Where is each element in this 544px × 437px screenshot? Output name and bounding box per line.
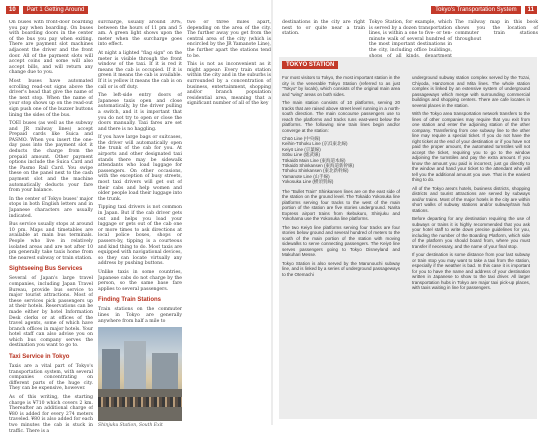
section-heading-finding-stations: Finding Train Stations	[98, 297, 161, 304]
sidebar-title: TOKYO STATION	[282, 61, 338, 69]
paragraph: For most visitors to Tokyo, the most important station in the city is the venerable Tokyo Station (referred to as just "Tokyo" by locals), which consists of the original main area and "wing" areas on both sides.	[282, 75, 400, 97]
paragraph: Most buses have automated scrolling read-out signs above the driver's head that give the name of the next stop. When the name of your stop shows up on the read-out sign push one of the buzzer buttons lining the sides of the bus.	[9, 78, 93, 118]
station-photo	[98, 327, 182, 421]
paragraph: On buses with front-door boarding you pay when boarding. On buses with boarding doors in the center of the bus you pay when exiting. There are payment slot machines adjacent the driver and the front door. All of the payment slots will accept coins and some will also accept bills, and will return any change due to you.	[9, 20, 93, 76]
paragraph: The railway map in this book shows you the location of commuter train stations throughout	[455, 20, 538, 42]
left-column-1	[9, 20, 93, 437]
paragraph: At night a lighted "flag sign" on the meter is visible through the front window of the taxi. If it is red it means the cab is occupied. If it is green it means the cab is available. If it is yellow it means the cab is on call or is off duty.	[98, 50, 182, 90]
paragraph: Taxis are a vital part of Tokyo's transportation system, with several companies concentrating on different parts of the huge city. They can be expensive, however.	[9, 364, 93, 392]
sidebar-column-1	[282, 75, 400, 280]
paragraph: Unlike taxis in some countries, Japanese cabs do not charge by the person, so the same base fare applies to several passengers.	[98, 269, 182, 292]
right-top-column-1	[282, 20, 365, 37]
list-item: Keiyō Line (京葉線)	[282, 146, 321, 152]
paragraph: With the Tokyo area transportation network transfers to the lines of other companies may require that you exit from one station and enter the adjoining station of the other company. Transferring from one subway line to the other line may require a special ticket. If you do not have the right ticket at the end of your destination or if you have not paid the proper amount, the automated turnstiles will not accept the ticket, requiring you to go to the window adjoining the turnstiles and pay the extra amount. If you know the amount you paid is incorrect, just go directly to the window and hand your ticket to the attendant who will tell you the additional amount you owe. That is the easiest thing to do.	[412, 111, 530, 182]
paragraph: If you have large bags or suitcases, the driver will automatically open the trunk of the cab for you. At airports and other designated taxi stands there may be sidewalk attendants who load luggage for passengers. On other occasions, with the exception of busy streets, most taxi drivers will get out of their cabs and help women and older people load their luggage into the trunk.	[98, 135, 182, 202]
paragraph: Tipping taxi drivers is not common in Japan. But if the cab driver gets out and helps you load your luggage or gets out of the cab one or more times to ask directions at local police boxes, shops or passers-by, tipping is a courteous and kind thing to do. Most taxis are equipped with navigational devices, so they can locate virtually any address by pushing buttons.	[98, 205, 182, 267]
left-column-3	[187, 20, 271, 110]
paragraph: surcharge, usually around 30%, between the hours of 11 pm and 5 am. A green light shows upon the meter when the surcharge goes into effect.	[98, 20, 182, 48]
paragraph: If your destination is some distance from your last subway or train stop you may want to take a taxi from the station, especially if the weather is bad. In this case it is important for you to have the name and address of your destination written in Japanese to show to the taxi driver. All larger transportation hubs in Tokyo are major taxi pick-up places, with taxis waiting in line for passengers.	[412, 252, 530, 290]
left-column-2	[98, 20, 182, 432]
list-item: Tōkaidō Shinkansen (東海道新幹線)	[282, 163, 355, 169]
list-item: Yamanote Line (山手線)	[282, 173, 330, 179]
list-item: Yokosuka Line (横須賀線)	[282, 179, 334, 185]
list-item: Chūō Line (中央線)	[282, 136, 321, 141]
paragraph: underground subway station complex served by the Tozai, Chiyoda, Hanzomon and Mita lines. The whole station complex is linked by an extensive system of underground passageways which merge with surrounding commercial buildings and shopping centers. There are cafe locates in several places in the station.	[412, 75, 530, 108]
paragraph: Bus service usually stops at around 10 pm. Maps and timetables are available at main bus terminals. People who live in relatively isolated areas and are not after 10 pm generally take taxis home from the nearest subway or train station.	[9, 222, 93, 261]
paragraph: All of the Tokyo area's hotels, business districts, shopping districts and tourist attractions are served by subways and/or trains. Most of the major hotels in the city are within short walks of subway stations and/or subway/train hub stations.	[412, 185, 530, 213]
paragraph: The "Bullet Train" Shinkansen lines are on the east side of the station on the ground level. The Tokaido Yokosuka line platforms serving four tracks to the west of the main portion of the station are five stories underground. Narita Express airport trains from Ikebukuro, Shinjuku and Yokohama use the Yokosuka line platforms.	[282, 188, 400, 222]
left-running-title: Part 1 Getting Around	[23, 6, 89, 14]
right-top-column-3	[455, 20, 538, 42]
paragraph: The main station consists of 10 platforms, serving 20 tracks that are raised above street level running in a north-south direction. The main concourse passengers use to reach the platforms and tracks runs east-west below the platforms. The following nine train lines begin and/or converge at the station:	[282, 100, 400, 133]
right-running-title: Tokyo's Transportation System	[431, 6, 521, 14]
left-page-header	[6, 5, 268, 15]
paragraph: In the center of Tokyo buses' major stops in both English letters and in Japanese characters are usually indicated.	[9, 196, 93, 219]
paragraph: TOEI buses (as well as the subway and JR railway lines) accept Prepaid cards like Suica and PASMO. When you insert the one-day pass into the payment slot it deducts the charge from the prepaid amount. Other payment options include the Suica Card and the Pasmo Rail Card. You swipe these on the panel next to the cash payment slot and the machine automatically deducts your fare from your balance.	[9, 121, 93, 194]
paragraph: two or three miles apart, depending on the area of the city. The further away you get from the central area of the city (which is encircled by the JR Yamanote Line), the further apart the stations tend to be.	[187, 20, 271, 59]
train-lines-list	[282, 136, 400, 185]
list-item: Keihin-Tōhoku Line (京浜東北線)	[282, 141, 348, 147]
list-item: Tōkaidō Main Line (東海道本線)	[282, 157, 346, 163]
paragraph: Train stations on the commuter lines in Tokyo are generally anywhere from half a mile to	[98, 307, 182, 324]
paragraph: Before departing for any destination requiring the use of subways or trains it is highly recommended that you ask your hotel staff to write down precise guidelines for you, including the number of the Boarding Platform, which side of the platform you should board from, where you must transfer if necessary, and the name of your final stop.	[412, 216, 530, 249]
list-item: Tōhoku Shinkansen (東北新幹線)	[282, 168, 349, 174]
paragraph: destinations in the city are right next to or quite near a train station.	[282, 20, 365, 37]
paragraph: The two Keiyō line platforms serving four tracks are four stories below ground and several hundred of meters to the south of the main portion of the station with moving sidewalks to serve connecting passengers. The Keiyō line serves passengers going to Tokyo Disneyland and Makuhari Messe.	[282, 224, 400, 258]
section-heading-taxi: Taxi Service in Tokyo	[9, 354, 70, 361]
paragraph: As of this writing, the starting charge is ¥710 which covers 2 km. Thereafter an additional charge of ¥80 is added for every 274 meters traveled. ¥80 is also added for each two minutes the cab is stuck in traffic. There is a	[9, 395, 93, 434]
paragraph: Several of Japan's large travel companies, including Japan Travel Bureau, provide bus service to major tourist attractions. Most of these services pick passengers up at their hotels. Reservations can be made either by hotel Information Desk clerks or at offices of the travel agents, some of which have branch offices in major hotels. Your hotel staff can also advise you on which bus company serves the destination you want to go to.	[9, 276, 93, 349]
sidebar-column-2	[412, 75, 530, 294]
paragraph: This is not as inconvenient as it might appear: Every train station within the city and in the suburbs is surrounded by a concentration of business, entertainment, shopping and/or branch population residential area, meaning that a significant number of all of the key	[187, 62, 271, 107]
right-page-number: 11	[525, 6, 537, 14]
paragraph: The left-side entry doors of Japanese taxis open and close automatically, by the driver pulling a switch, and it is important that you do not try to open or close the doors manually. Taxi fares are set and there is no haggling.	[98, 93, 182, 132]
right-page-header	[279, 5, 537, 15]
page-gutter	[271, 0, 273, 425]
tokyo-station-sidebar	[279, 57, 537, 419]
paragraph: Tokyo Station, for example, which is served by a dozen transportation lines, is within a one to five- or ten-minute walk of several hundred of the most important destinations in the city, including office buildings,	[369, 20, 452, 53]
list-item: Sōbu Line (総武線)	[282, 152, 321, 158]
left-page-number: 10	[6, 6, 19, 14]
photo-caption: Shinjuku Station, South Exit	[98, 423, 163, 429]
section-heading-sightseeing: Sightseeing Bus Services	[9, 266, 83, 273]
paragraph: Tokyo Station is also served by the Marunouchi subway line, and is linked by a series of underground passageways to the Otemachi	[282, 260, 400, 277]
